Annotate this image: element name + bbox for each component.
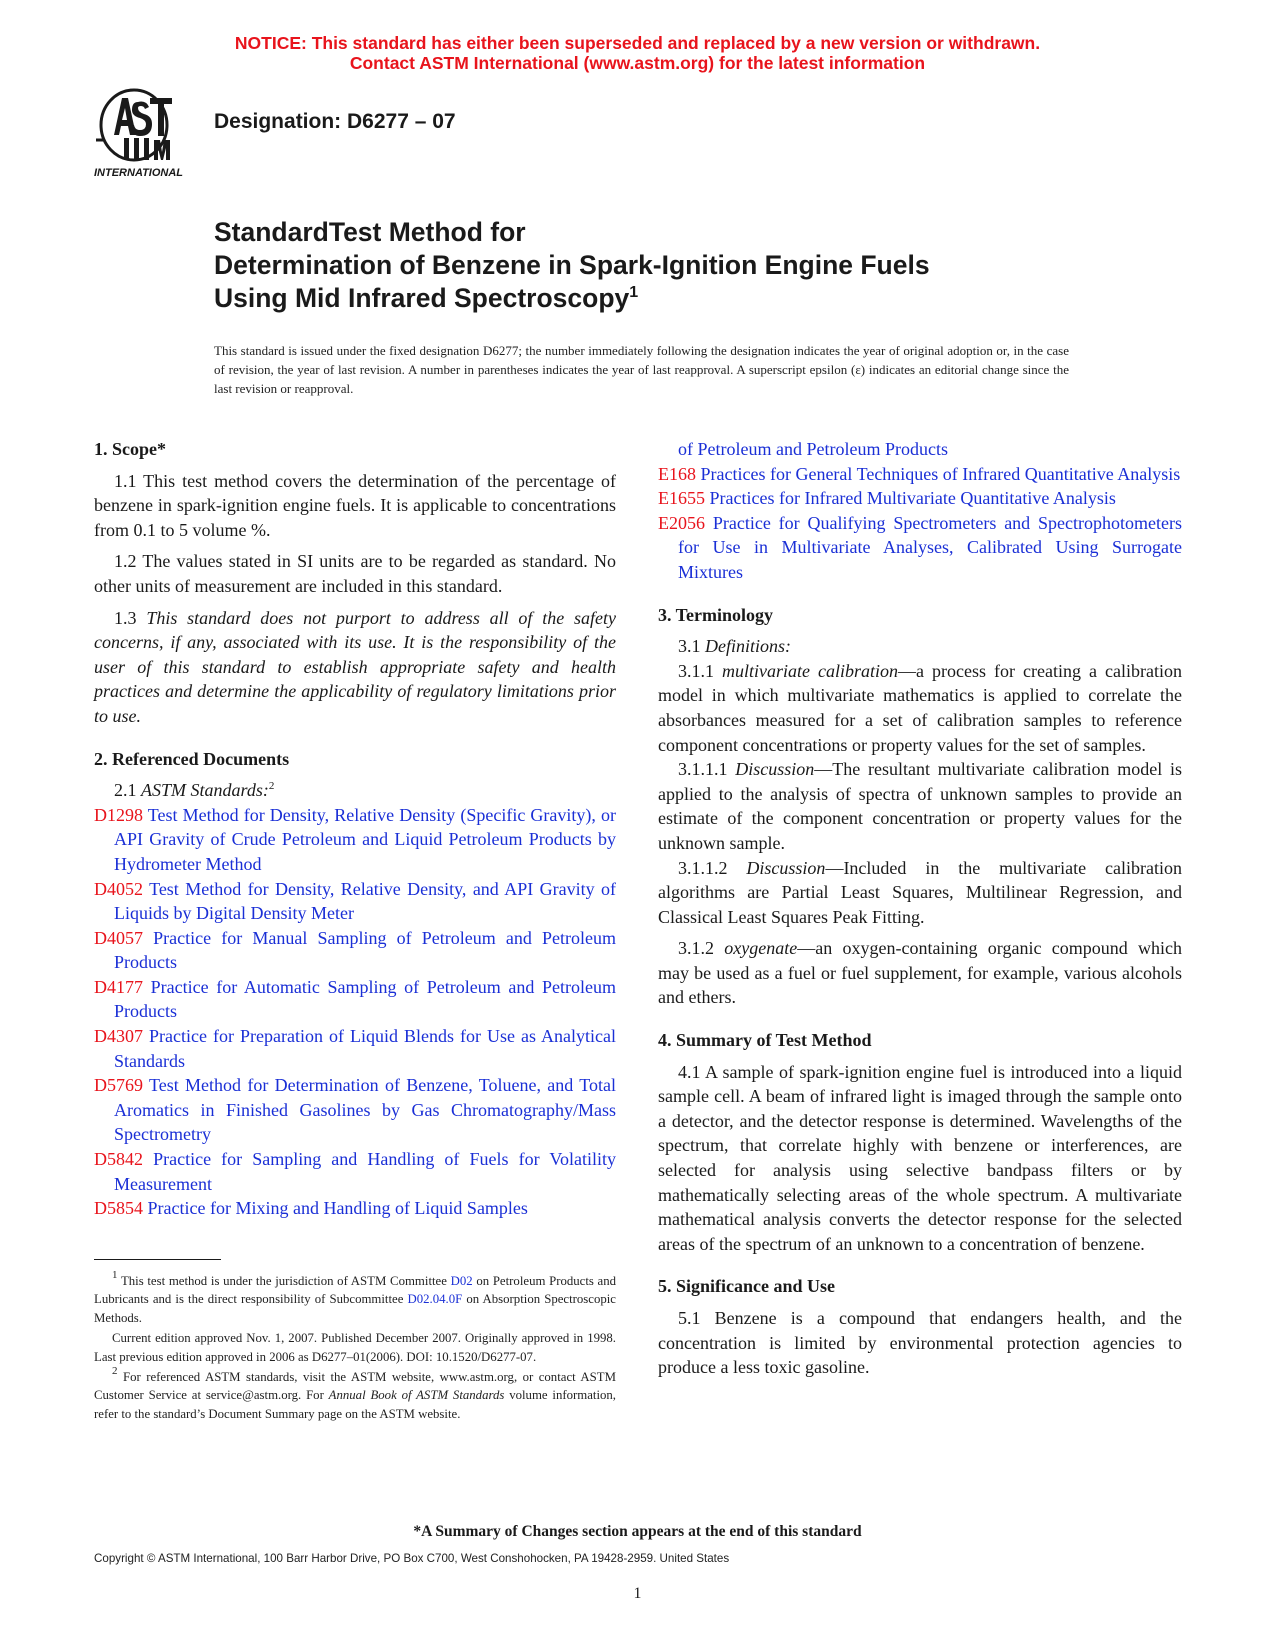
- significance-heading: 5. Significance and Use: [658, 1276, 836, 1297]
- ref-e168[interactable]: E168 Practices for General Techniques of Infrared Quantitative Analysis: [658, 463, 1181, 484]
- right-column: [658, 437, 1182, 1387]
- ref-d4057[interactable]: D4057 Practice for Manual Sampling of Petroleum and Petroleum Products: [94, 927, 616, 973]
- footnote-1-edition: Current edition approved Nov. 1, 2007. Published December 2007. Originally approved in 1998. Last previous edition approved in 2006 as D6277–01(2006). DOI: 10.1520/D6277-07.: [94, 1331, 616, 1364]
- summary-of-changes-note: *A Summary of Changes section appears at the end of this standard: [413, 1523, 862, 1540]
- ref-d4307[interactable]: D4307 Practice for Preparation of Liquid Blends for Use as Analytical Standards: [94, 1026, 616, 1071]
- ref-d4052[interactable]: D4052 Test Method for Density, Relative Density, and API Gravity of Liquids by Digital Density Meter: [94, 878, 616, 924]
- designation: Designation: D6277 – 07: [214, 110, 456, 133]
- significance-5-1: 5.1 Benzene is a compound that endangers health, and the concentration is limited by environmental protection agencies to produce a less toxic gasoline.: [658, 1308, 1182, 1378]
- title-line-3: Using Mid Infrared Spectroscopy$^1$: [214, 283, 639, 313]
- title-line-2: Determination of Benzene in Spark-Ignition Engine Fuels: [214, 250, 930, 280]
- ref-d5842[interactable]: D5842 Practice for Sampling and Handling of Fuels for Volatility Measurement: [94, 1149, 617, 1194]
- ref-e1655[interactable]: E1655 Practices for Infrared Multivariate Quantitative Analysis: [658, 488, 1116, 509]
- preamble: This standard is issued under the fixed designation D6277; the number immediately following the designation indicates the year of original adoption or, in the case of revision, the year of last revision. A number in parentheses indicates the year of last reapproval. A superscript epsilon (ε) indicates an editorial change since the last revision or reapproval.: [214, 343, 1069, 396]
- notice-line-2: Contact ASTM International (www.astm.org) for the latest information: [349, 53, 926, 73]
- astm-logo-mark: [94, 80, 204, 180]
- page-number: 1: [633, 1585, 642, 1602]
- document-title: [214, 216, 930, 315]
- term-3-1-2: 3.1.2 oxygenate—an oxygen-containing organic compound which may be used as a fuel or fuel supplement, for example, various alcohols and ethers.: [658, 938, 1182, 1008]
- referenced-docs-heading: 2. Referenced Documents: [94, 748, 290, 769]
- astm-standards-label: 2.1 ASTM Standards:$^2$: [114, 780, 275, 801]
- footnote-rule: [94, 1259, 221, 1260]
- ref-d5854-continued[interactable]: of Petroleum and Petroleum Products: [678, 439, 948, 459]
- summary-4-1: 4.1 A sample of spark-ignition engine fuel is introduced into a liquid sample cell. A beam of infrared light is imaged through the sample onto a detector, and the detector response is determined. Wavelengths of the spectrum, that correlate highly with benzene or interferences, are selected for analysis using selective bandpass filters or by mathematically selecting areas of the whole spectrum. A multivariate mathematical analysis converts the detector response for the selected areas of the spectrum of an unknown to a concentration of benzene.: [658, 1061, 1182, 1254]
- footnote-2: $^2$ For referenced ASTM standards, visit the ASTM website, www.astm.org, or contact ASTM Customer Service at service@astm.org. For Annual Book of ASTM Standards volume information, refer to the standard’s Document Summary page on the ASTM website.: [94, 1365, 617, 1421]
- scope-1-1: 1.1 This test method covers the determination of the percentage of benzene in spark-ignition engine fuels. It is applicable to concentrations from 0.1 to 5 volume %.: [94, 470, 616, 540]
- footnote-1: $^1$ This test method is under the jurisdiction of ASTM Committee D02 on Petroleum Products and Lubricants and is the direct responsibility of Subcommittee D02.04.0F on Absorption Spectroscopic Methods.: [94, 1269, 617, 1325]
- ref-d1298[interactable]: D1298 Test Method for Density, Relative Density (Specific Gravity), or API Gravity of Crude Petroleum and Liquid Petroleum Products by Hydrometer Method: [94, 804, 616, 874]
- term-3-1-1-2: 3.1.1.2 Discussion—Included in the multivariate calibration algorithms are Partial Least Squares, Multilinear Regression, and Classical Least Squares Peak Fitting.: [658, 857, 1182, 927]
- term-3-1-1-1: 3.1.1.1 Discussion—The resultant multivariate calibration model is applied to the analysis of spectra of unknown samples to provide an estimate of the component concentration or property values for the unknown sample.: [658, 759, 1182, 853]
- ref-e2056[interactable]: E2056 Practice for Qualifying Spectrometers and Spectrophotometers for Use in Multivariate Analyses, Calibrated Using Surrogate Mixtures: [658, 512, 1182, 582]
- title-footnote-mark[interactable]: 1: [629, 284, 639, 301]
- ref-d5854[interactable]: D5854 Practice for Mixing and Handling of Liquid Samples: [94, 1198, 528, 1219]
- term-3-1-1: 3.1.1 multivariate calibration—a process for creating a calibration model in which multivariate mathematics is applied to correlate the absorbances measured for a set of calibration samples to reference component concentrations or property values for the set of samples.: [658, 660, 1182, 755]
- footnote-2-mark[interactable]: 2: [268, 780, 275, 793]
- scope-1-2: 1.2 The values stated in SI units are to be regarded as standard. No other units of measurement are included in this standard.: [94, 551, 616, 596]
- copyright-line: Copyright © ASTM International, 100 Barr Harbor Drive, PO Box C700, West Conshohocken, PA 19428-2959. United States: [94, 1552, 730, 1565]
- notice-line-1: NOTICE: This standard has either been superseded and replaced by a new version or withdrawn.: [234, 33, 1041, 53]
- summary-method-heading: 4. Summary of Test Method: [658, 1030, 872, 1051]
- scope-1-3: 1.3 This standard does not purport to address all of the safety concerns, if any, associated with its use. It is the responsibility of the user of this standard to establish appropriate safety and health practices and determine the applicability of regulatory limitations prior to use.: [94, 607, 617, 726]
- title-line-1: StandardTest Method for: [214, 217, 526, 247]
- definitions-label: 3.1 Definitions:: [678, 636, 791, 657]
- link-d02-04-0f[interactable]: D02.04.0F: [407, 1292, 463, 1307]
- terminology-heading: 3. Terminology: [658, 604, 774, 625]
- ref-d4177[interactable]: D4177 Practice for Automatic Sampling of Petroleum and Petroleum Products: [94, 976, 616, 1022]
- left-column: [94, 437, 616, 1221]
- logo-wordmark: INTERNATIONAL: [94, 167, 184, 179]
- link-d02[interactable]: D02: [450, 1274, 473, 1288]
- withdrawal-notice: [0, 33, 1275, 73]
- scope-heading: 1. Scope*: [94, 439, 166, 459]
- footnotes: [94, 1269, 617, 1425]
- ref-d5769[interactable]: D5769 Test Method for Determination of Benzene, Toluene, and Total Aromatics in Finished Gasolines by Gas Chromatography/Mass Spectrometry: [94, 1075, 616, 1145]
- astm-logo: [94, 80, 204, 180]
